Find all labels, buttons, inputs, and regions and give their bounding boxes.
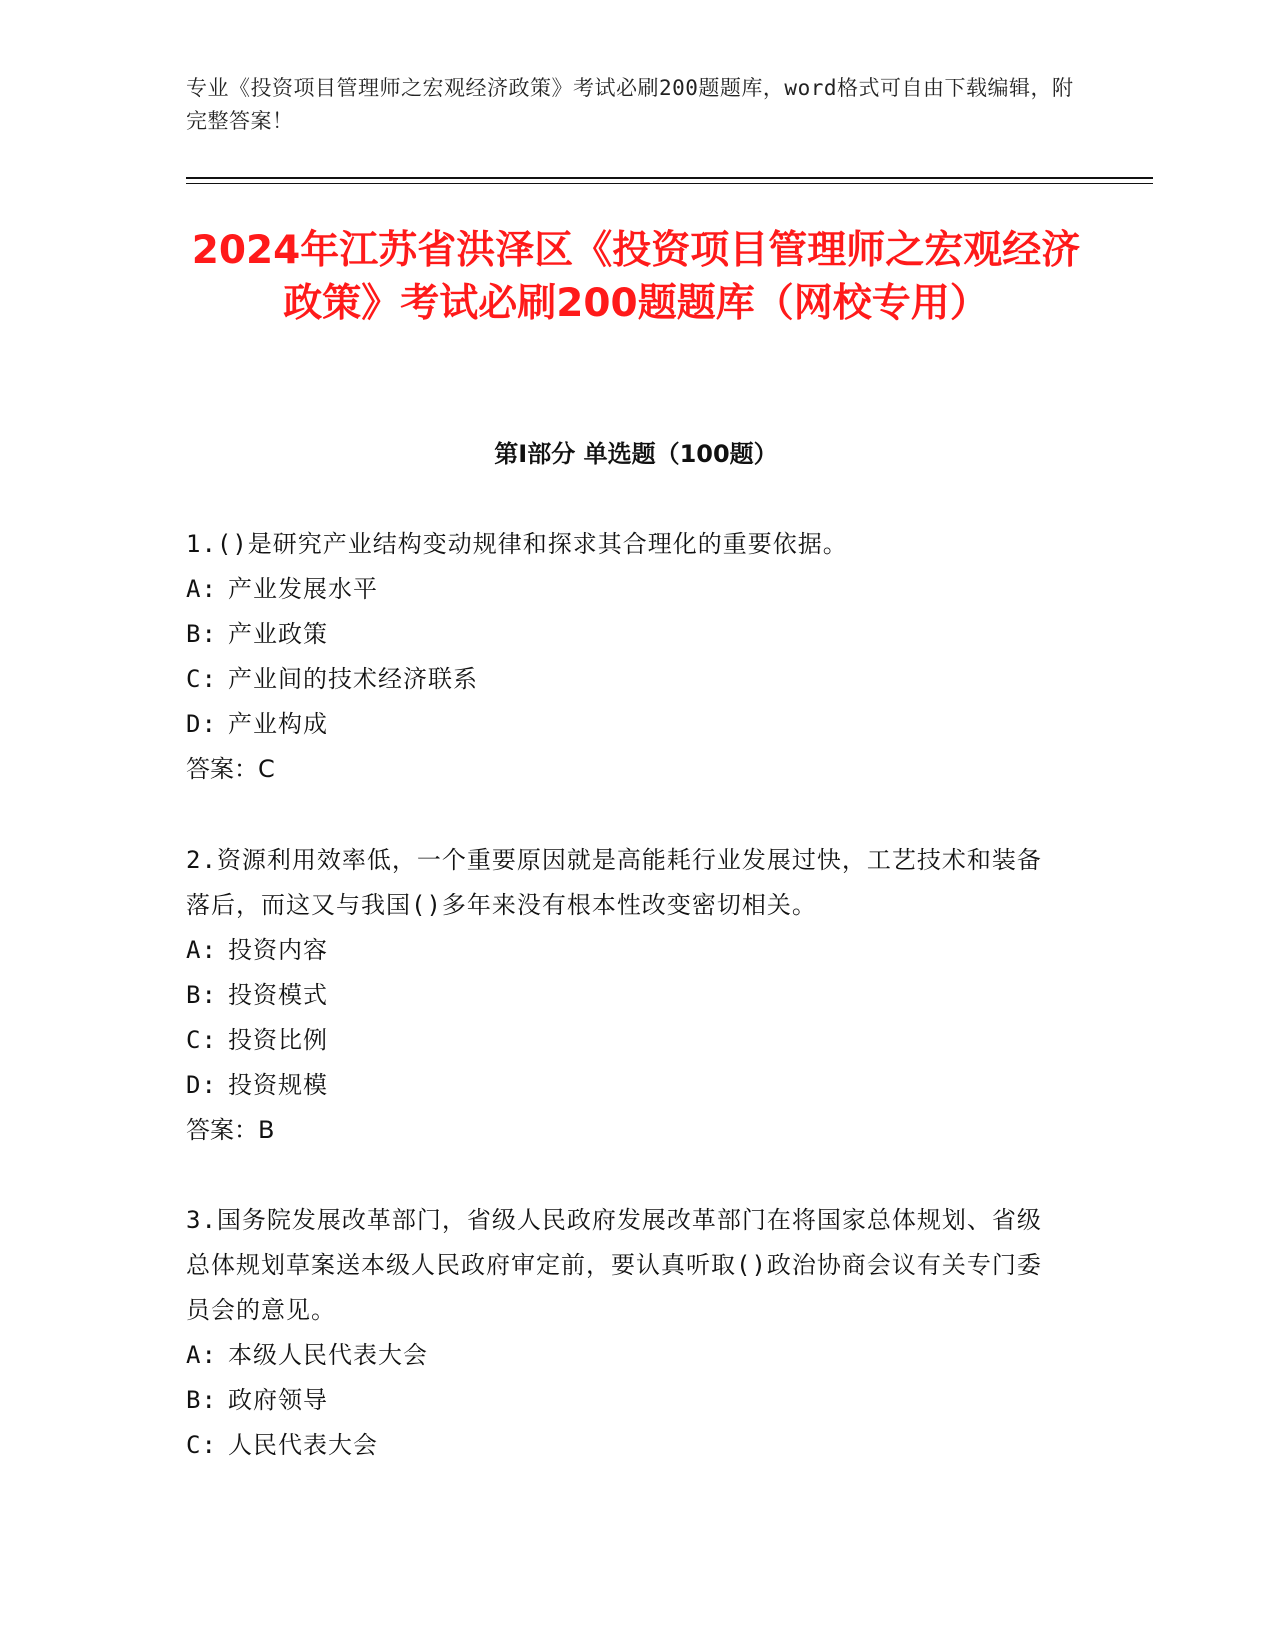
section-title: 第I部分 单选题（100题） (494, 440, 778, 468)
option-letter: D: (186, 710, 217, 738)
option-d (186, 1063, 1066, 1108)
option-c (186, 657, 1066, 702)
question-2 (186, 838, 1066, 1153)
option-text: 产业发展水平 (228, 575, 378, 603)
option-text: 投资比例 (228, 1026, 328, 1054)
option-b (186, 1378, 1066, 1423)
question-1 (186, 522, 1066, 792)
option-text: 人民代表大会 (228, 1431, 378, 1459)
option-text: 产业间的技术经济联系 (228, 665, 478, 693)
option-text: 产业构成 (228, 710, 328, 738)
option-letter: A: (186, 1341, 217, 1369)
option-letter: C: (186, 1026, 217, 1054)
header-divider-thin (186, 183, 1153, 184)
option-text: 产业政策 (228, 620, 328, 648)
option-letter: A: (186, 936, 217, 964)
question-text: 3.国务院发展改革部门，省级人民政府发展改革部门在将国家总体规划、省级总体规划草案送本级人民政府审定前，要认真听取()政治协商会议有关专门委员会的意见。 (186, 1206, 1042, 1324)
document-title: 2024年江苏省洪泽区《投资项目管理师之宏观经济政策》考试必刷200题题库（网校专用） (191, 228, 1081, 326)
answer: 答案：C (186, 755, 275, 783)
option-letter: A: (186, 575, 217, 603)
header-note: 专业《投资项目管理师之宏观经济政策》考试必刷200题题库，word格式可自由下载编辑，附完整答案！ (186, 76, 1074, 133)
option-letter: D: (186, 1071, 217, 1099)
answer: 答案：B (186, 1116, 275, 1144)
option-a (186, 1333, 1066, 1378)
option-text: 投资模式 (228, 981, 328, 1009)
option-d (186, 702, 1066, 747)
option-text: 政府领导 (228, 1386, 328, 1414)
option-b (186, 612, 1066, 657)
question-3 (186, 1198, 1066, 1468)
header-divider-thick (186, 177, 1153, 179)
option-a (186, 567, 1066, 612)
question-text: 1.()是研究产业结构变动规律和探求其合理化的重要依据。 (186, 530, 848, 558)
option-letter: B: (186, 981, 217, 1009)
question-text: 2.资源利用效率低，一个重要原因就是高能耗行业发展过快，工艺技术和装备落后，而这又与我国()多年来没有根本性改变密切相关。 (186, 846, 1042, 919)
option-text: 投资规模 (228, 1071, 328, 1099)
option-letter: B: (186, 1386, 217, 1414)
option-text: 投资内容 (228, 936, 328, 964)
option-text: 本级人民代表大会 (228, 1341, 428, 1369)
option-c (186, 1018, 1066, 1063)
option-letter: C: (186, 1431, 217, 1459)
option-letter: C: (186, 665, 217, 693)
option-letter: B: (186, 620, 217, 648)
option-b (186, 973, 1066, 1018)
option-a (186, 928, 1066, 973)
option-c (186, 1423, 1066, 1468)
